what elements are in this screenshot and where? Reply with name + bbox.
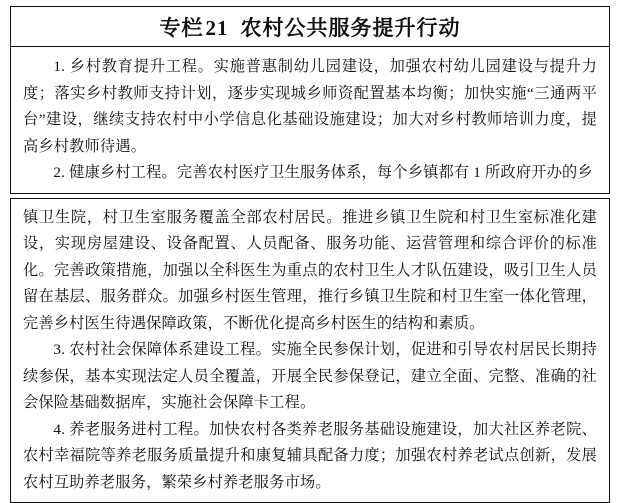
title-number: 21 xyxy=(206,16,229,40)
paragraph: 4. 养老服务进村工程。加快农村各类养老服务基础设施建设，加大社区养老院、农村幸福院等养老服务质量提升和康复辅具配备力度；加强农村养老试点创新，发展农村互助养老服务，繁荣乡村养老服务市场。 xyxy=(23,417,597,497)
title-banner xyxy=(10,6,610,46)
paragraph: 3. 农村社会保障体系建设工程。实施全民参保计划，促进和引导农村居民长期持续参保，基本实现法定人员全覆盖，开展全民参保登记，建立全面、完整、准确的社会保险基础数据库，实施社会保障卡工程。 xyxy=(23,337,597,417)
paragraph: 镇卫生院，村卫生室服务覆盖全部农村居民。推进乡镇卫生院和村卫生室标准化建设，实现房屋建设、设备配置、人员配备、服务功能、运营管理和综合评价的标准化。完善政策措施，加强以全科医生为重点的农村卫生人才队伍建设，吸引卫生人员留在基层、服务群众。加强乡村医生管理，推行乡镇卫生院和村卫生室一体化管理，完善乡村医生待遇保障政策，不断优化提高乡村医生的结构和素质。 xyxy=(23,205,597,338)
page-title xyxy=(160,12,461,42)
paragraph: 2. 健康乡村工程。完善农村医疗卫生服务体系，每个乡镇都有 1 所政府开办的乡 xyxy=(23,160,597,187)
paragraph: 1. 乡村教育提升工程。实施普惠制幼儿园建设，加强农村幼儿园建设与提升力度；落实乡村教师支持计划，逐步实现城乡师资配置基本均衡；加快实施“三通两平台”建设，继续支持农村中小学信息化基础设施建设；加大对乡村教师培训力度，提高乡村教师待遇。 xyxy=(23,54,597,160)
content-block-one xyxy=(10,46,610,194)
content-block-two xyxy=(10,198,610,503)
title-text: 农村公共服务提升行动 xyxy=(241,16,461,40)
title-prefix: 专栏 xyxy=(160,16,204,40)
